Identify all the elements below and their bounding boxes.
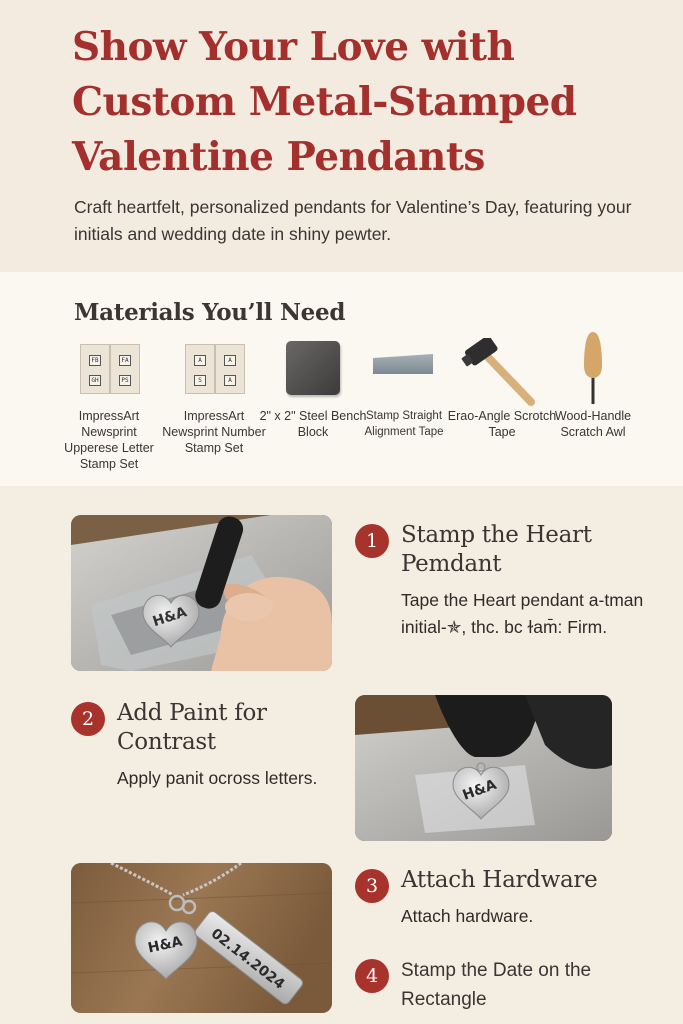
step-1-photo-text: H&A xyxy=(150,604,189,631)
step-3-text: Attach hardware. xyxy=(401,906,534,926)
step-1-text: Tape the Heart pendant a-tman initial-✯, thc. bc ɫam̄: Firm. xyxy=(401,590,644,637)
step-2-title: Add Paint for Contrast xyxy=(117,700,267,755)
step-2-photo xyxy=(355,695,612,841)
step-4-photo xyxy=(71,863,332,1013)
step-3-number: 3 xyxy=(355,869,389,903)
material-label: Wood-Handle Scratch Awl xyxy=(554,409,632,439)
step-4-title: Stamp the Date on the Rectangle xyxy=(401,960,592,1010)
step-4-photo-date-text: 02.14.2024 xyxy=(207,925,288,993)
step-1-title: Stamp the Heart Pemdant xyxy=(401,522,592,577)
step-2-photo-text: H&A xyxy=(460,776,499,804)
step-3-title: Attach Hardware xyxy=(401,867,598,893)
material-label: ImpressArt Newsprint Upperese Letter Stamp Set xyxy=(64,409,154,471)
alignment-tape-icon xyxy=(349,338,459,404)
material-label: Erao-Angle Scrotch Tape xyxy=(447,409,557,439)
page-subtitle: Craft heartfelt, personalized pendants for Valentine’s Day, featuring your initials and wedding date in shiny pewter. xyxy=(74,197,632,244)
scratch-awl-icon xyxy=(538,338,648,404)
step-4-photo-heart-text: H&A xyxy=(146,933,184,957)
material-item xyxy=(159,338,269,456)
material-item xyxy=(349,338,459,440)
number-stamp-set-icon: A S A A xyxy=(159,338,269,404)
material-label: ImpressArt Newsprint Number Stamp Set xyxy=(162,409,266,455)
material-label: Stamp Straight Alignment Tape xyxy=(364,410,444,438)
step-1-photo xyxy=(71,515,332,671)
materials-section xyxy=(0,272,683,486)
hero-section xyxy=(0,0,683,272)
material-label: 2" x 2" Steel Bench Block xyxy=(259,409,367,439)
material-item xyxy=(54,338,164,472)
step-2-text: Apply panit ocross letters. xyxy=(117,768,318,788)
step-2-number: 2 xyxy=(71,702,105,736)
step-4-number: 4 xyxy=(355,959,389,993)
step-1-number: 1 xyxy=(355,524,389,558)
materials-heading: Materials You’ll Need xyxy=(74,299,346,326)
letter-stamp-set-icon: FB GH FA PS xyxy=(54,338,164,404)
material-item xyxy=(538,338,648,440)
page-title: Show Your Love with Custom Metal-Stamped Valentine Pendants xyxy=(72,24,577,180)
